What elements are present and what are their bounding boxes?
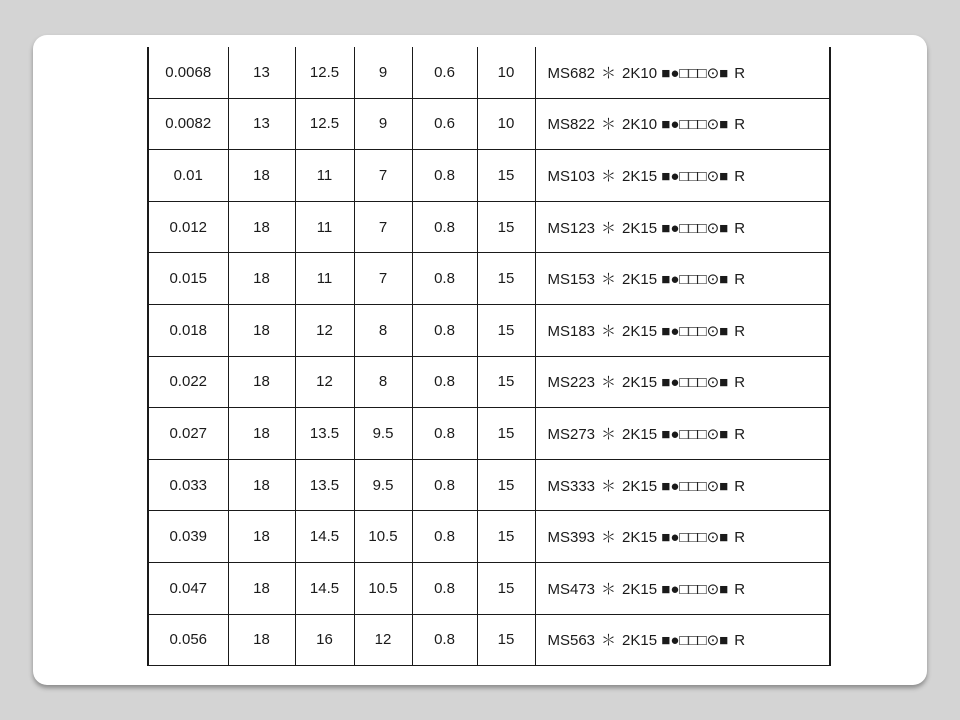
marking-symbols: ■●□□□⊙■ xyxy=(661,116,729,134)
part-number: MS682 xyxy=(547,64,596,82)
table-row xyxy=(148,614,830,666)
col4-cell: 10.5 xyxy=(354,511,412,563)
part-number: MS223 xyxy=(547,374,596,392)
col3-cell: 11 xyxy=(295,201,354,253)
col2-cell: 13 xyxy=(228,47,295,98)
table-body xyxy=(148,47,830,666)
col6-cell: 15 xyxy=(477,562,535,614)
value-cell: 0.0068 xyxy=(148,47,228,98)
star-symbol: ＊ xyxy=(601,322,617,340)
star-symbol: ＊ xyxy=(601,374,617,392)
col2-cell: 18 xyxy=(228,511,295,563)
part-code-cell xyxy=(535,98,830,150)
col2-cell: 18 xyxy=(228,150,295,202)
col5-cell: 0.6 xyxy=(412,47,477,98)
part-suffix: 2K15 xyxy=(622,271,658,289)
end-letter: R xyxy=(734,271,746,289)
col4-cell: 10.5 xyxy=(354,562,412,614)
part-suffix: 2K15 xyxy=(622,219,658,237)
table-row xyxy=(148,304,830,356)
table-row xyxy=(148,201,830,253)
part-code-cell xyxy=(535,511,830,563)
part-number: MS473 xyxy=(547,580,596,598)
col2-cell: 18 xyxy=(228,304,295,356)
table-viewport xyxy=(147,47,831,672)
value-cell: 0.027 xyxy=(148,408,228,460)
part-number: MS822 xyxy=(547,116,596,134)
col5-cell: 0.8 xyxy=(412,150,477,202)
col6-cell: 15 xyxy=(477,150,535,202)
marking-symbols: ■●□□□⊙■ xyxy=(661,580,729,598)
col4-cell: 7 xyxy=(354,201,412,253)
part-code-cell xyxy=(535,304,830,356)
end-letter: R xyxy=(734,580,746,598)
value-cell: 0.015 xyxy=(148,253,228,305)
part-number: MS123 xyxy=(547,219,596,237)
col4-cell: 9 xyxy=(354,98,412,150)
end-letter: R xyxy=(734,632,746,650)
value-cell: 0.012 xyxy=(148,201,228,253)
col3-cell: 12.5 xyxy=(295,98,354,150)
part-code-cell xyxy=(535,408,830,460)
col4-cell: 8 xyxy=(354,356,412,408)
marking-symbols: ■●□□□⊙■ xyxy=(661,632,729,650)
end-letter: R xyxy=(734,322,746,340)
col3-cell: 16 xyxy=(295,614,354,666)
value-cell: 0.018 xyxy=(148,304,228,356)
star-symbol: ＊ xyxy=(601,477,617,495)
star-symbol: ＊ xyxy=(601,271,617,289)
end-letter: R xyxy=(734,116,746,134)
spec-table xyxy=(147,47,831,666)
value-cell: 0.047 xyxy=(148,562,228,614)
marking-symbols: ■●□□□⊙■ xyxy=(661,167,729,185)
table-row xyxy=(148,356,830,408)
table-row xyxy=(148,562,830,614)
col5-cell: 0.8 xyxy=(412,304,477,356)
col6-cell: 15 xyxy=(477,356,535,408)
marking-symbols: ■●□□□⊙■ xyxy=(661,374,729,392)
value-cell: 0.01 xyxy=(148,150,228,202)
part-suffix: 2K15 xyxy=(622,477,658,495)
col2-cell: 18 xyxy=(228,562,295,614)
col4-cell: 7 xyxy=(354,253,412,305)
part-code-cell xyxy=(535,459,830,511)
col4-cell: 9 xyxy=(354,47,412,98)
col3-cell: 14.5 xyxy=(295,562,354,614)
part-suffix: 2K15 xyxy=(622,167,658,185)
col5-cell: 0.8 xyxy=(412,253,477,305)
value-cell: 0.056 xyxy=(148,614,228,666)
star-symbol: ＊ xyxy=(601,64,617,82)
part-code-cell xyxy=(535,614,830,666)
col2-cell: 18 xyxy=(228,459,295,511)
part-suffix: 2K15 xyxy=(622,529,658,547)
value-cell: 0.033 xyxy=(148,459,228,511)
marking-symbols: ■●□□□⊙■ xyxy=(661,322,729,340)
col5-cell: 0.8 xyxy=(412,459,477,511)
col6-cell: 15 xyxy=(477,511,535,563)
col5-cell: 0.8 xyxy=(412,201,477,253)
col2-cell: 13 xyxy=(228,98,295,150)
col5-cell: 0.8 xyxy=(412,562,477,614)
col3-cell: 12 xyxy=(295,356,354,408)
col4-cell: 8 xyxy=(354,304,412,356)
col6-cell: 15 xyxy=(477,253,535,305)
table-row xyxy=(148,47,830,98)
end-letter: R xyxy=(734,167,746,185)
col3-cell: 14.5 xyxy=(295,511,354,563)
col2-cell: 18 xyxy=(228,356,295,408)
table-row xyxy=(148,253,830,305)
part-number: MS153 xyxy=(547,271,596,289)
col5-cell: 0.8 xyxy=(412,356,477,408)
col2-cell: 18 xyxy=(228,408,295,460)
col3-cell: 13.5 xyxy=(295,408,354,460)
col3-cell: 11 xyxy=(295,150,354,202)
col3-cell: 12 xyxy=(295,304,354,356)
col4-cell: 9.5 xyxy=(354,459,412,511)
slide-card xyxy=(33,35,927,685)
col5-cell: 0.8 xyxy=(412,511,477,563)
end-letter: R xyxy=(734,529,746,547)
col4-cell: 7 xyxy=(354,150,412,202)
col6-cell: 15 xyxy=(477,304,535,356)
part-suffix: 2K15 xyxy=(622,322,658,340)
star-symbol: ＊ xyxy=(601,167,617,185)
part-code-cell xyxy=(535,201,830,253)
end-letter: R xyxy=(734,64,746,82)
value-cell: 0.022 xyxy=(148,356,228,408)
marking-symbols: ■●□□□⊙■ xyxy=(661,477,729,495)
table-row xyxy=(148,459,830,511)
marking-symbols: ■●□□□⊙■ xyxy=(661,271,729,289)
col3-cell: 12.5 xyxy=(295,47,354,98)
part-suffix: 2K15 xyxy=(622,580,658,598)
table-row xyxy=(148,150,830,202)
part-number: MS183 xyxy=(547,322,596,340)
part-number: MS103 xyxy=(547,167,596,185)
star-symbol: ＊ xyxy=(601,425,617,443)
part-code-cell xyxy=(535,47,830,98)
part-code-cell xyxy=(535,150,830,202)
value-cell: 0.039 xyxy=(148,511,228,563)
star-symbol: ＊ xyxy=(601,116,617,134)
col5-cell: 0.8 xyxy=(412,614,477,666)
part-suffix: 2K15 xyxy=(622,425,658,443)
col3-cell: 11 xyxy=(295,253,354,305)
star-symbol: ＊ xyxy=(601,529,617,547)
end-letter: R xyxy=(734,374,746,392)
value-cell: 0.0082 xyxy=(148,98,228,150)
table-row xyxy=(148,408,830,460)
end-letter: R xyxy=(734,219,746,237)
col4-cell: 12 xyxy=(354,614,412,666)
part-suffix: 2K10 xyxy=(622,116,658,134)
table-row xyxy=(148,511,830,563)
part-number: MS273 xyxy=(547,425,596,443)
col6-cell: 15 xyxy=(477,614,535,666)
marking-symbols: ■●□□□⊙■ xyxy=(661,529,729,547)
col3-cell: 13.5 xyxy=(295,459,354,511)
col2-cell: 18 xyxy=(228,614,295,666)
part-code-cell xyxy=(535,562,830,614)
star-symbol: ＊ xyxy=(601,580,617,598)
col6-cell: 10 xyxy=(477,98,535,150)
star-symbol: ＊ xyxy=(601,632,617,650)
part-suffix: 2K15 xyxy=(622,374,658,392)
marking-symbols: ■●□□□⊙■ xyxy=(661,219,729,237)
col6-cell: 15 xyxy=(477,201,535,253)
star-symbol: ＊ xyxy=(601,219,617,237)
end-letter: R xyxy=(734,425,746,443)
col4-cell: 9.5 xyxy=(354,408,412,460)
part-suffix: 2K15 xyxy=(622,632,658,650)
part-number: MS333 xyxy=(547,477,596,495)
part-code-cell xyxy=(535,253,830,305)
col6-cell: 15 xyxy=(477,459,535,511)
marking-symbols: ■●□□□⊙■ xyxy=(661,425,729,443)
part-number: MS563 xyxy=(547,632,596,650)
col6-cell: 10 xyxy=(477,47,535,98)
col5-cell: 0.6 xyxy=(412,98,477,150)
col2-cell: 18 xyxy=(228,253,295,305)
col2-cell: 18 xyxy=(228,201,295,253)
col5-cell: 0.8 xyxy=(412,408,477,460)
part-code-cell xyxy=(535,356,830,408)
table-row xyxy=(148,98,830,150)
end-letter: R xyxy=(734,477,746,495)
part-number: MS393 xyxy=(547,529,596,547)
marking-symbols: ■●□□□⊙■ xyxy=(661,64,729,82)
part-suffix: 2K10 xyxy=(622,64,658,82)
col6-cell: 15 xyxy=(477,408,535,460)
